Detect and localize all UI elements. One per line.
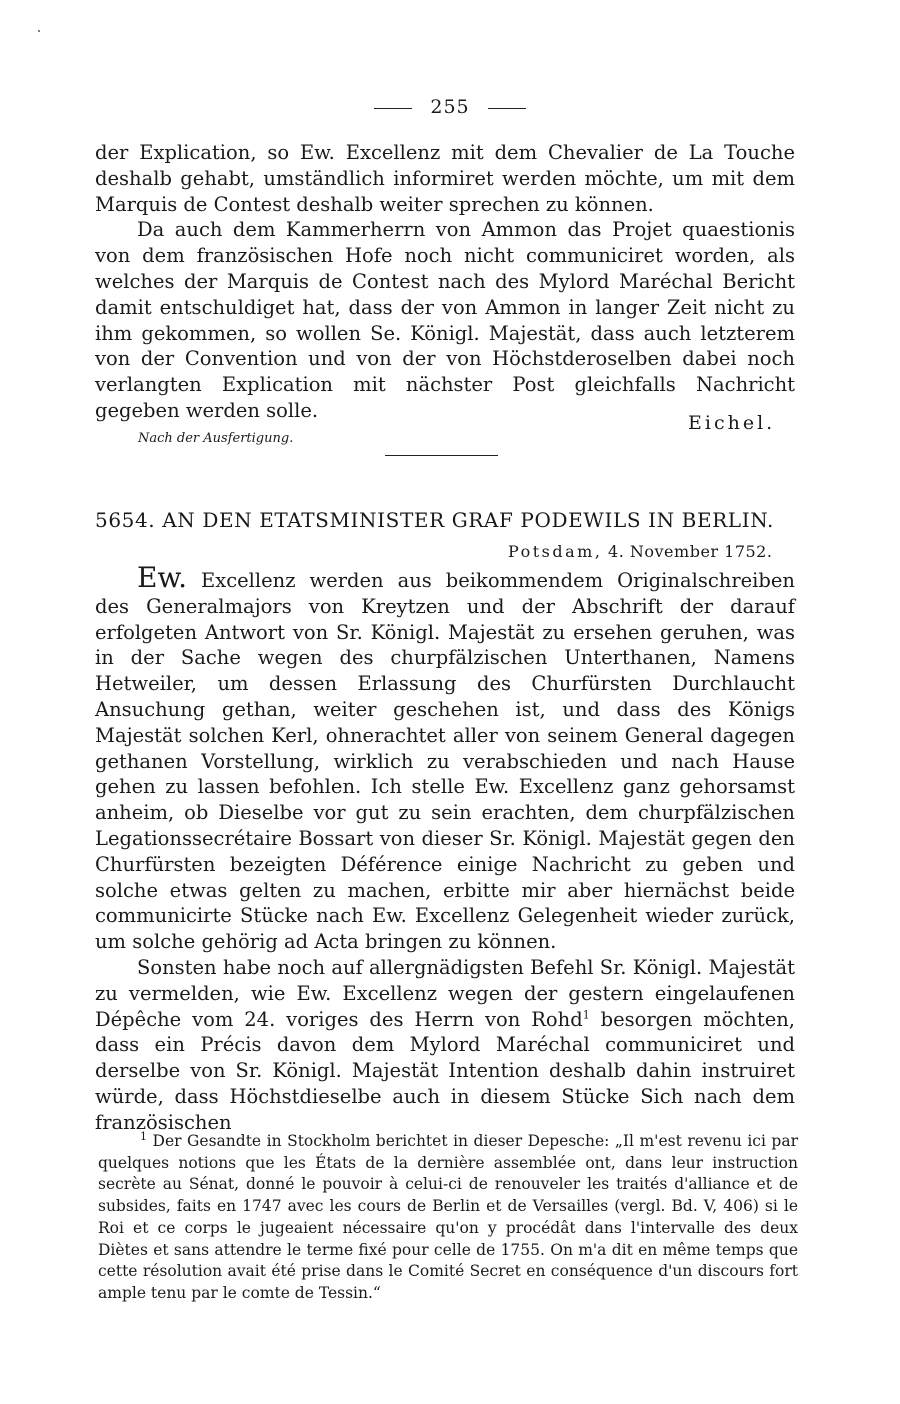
scan-speck: [38, 30, 40, 32]
letter-paragraph-2: [95, 955, 795, 1136]
page-number: 255: [430, 96, 470, 118]
continuation-text: [95, 140, 795, 424]
page-header: [0, 96, 900, 118]
place-date: [508, 542, 772, 561]
header-dash-right: [488, 108, 526, 109]
document-place: Potsdam,: [508, 542, 603, 561]
signature: Eichel.: [688, 412, 776, 434]
footnote-marker: 1: [140, 1129, 147, 1143]
document-title: AN DEN ETATSMINISTER GRAF PODEWILS IN BERLIN.: [162, 508, 774, 532]
letter-paragraph-1: [95, 561, 795, 955]
header-dash-left: [374, 108, 412, 109]
letter-paragraph-1-text: Excellenz werden aus beikommendem Originalschreiben des Generalmajors von Kreytzen und der Abschrift der darauf erfolgeten Antwort von Sr. Königl. Majestät zu ersehen geruhen, was in der Sache wegen des churpfälzischen Unterthanen, Namens Hetweiler, um dessen Erlassung des Churfürsten Durchlaucht Ansuchung gethan, weiter geschehen ist, und dass des Königs Majestät solchen Kerl, ohnerachtet aller von seinem General dagegen gethanen Vorstellung, wirklich zu verabschieden und nach Hause gehen zu lassen befohlen. Ich stelle Ew. Excellenz ganz gehorsamst anheim, ob Dieselbe vor gut zu sein erachten, dem churpfälzischen Legationssecrétaire Bossart von dieser Sr. Königl. Majestät gegen den Churfürsten bezeigten Déférence einige Nachricht zu geben und solche etwas gelten zu machen, erbitte mir aber hiernächst beide communicirte Stücke nach Ew. Excellenz Gelegenheit wieder zurück, um solche gehörig ad Acta bringen zu können.: [95, 569, 795, 954]
letter-paragraph-2-b: besorgen möchten, dass ein Précis davon dem Mylord Maréchal communiciret und derselbe von Sr. Königl. Majestät Intention deshalb dahin instruiret würde, dass Höchstdieselbe auch in diesem Stücke Sich nach dem französischen: [95, 1007, 796, 1134]
footnote-text: [98, 1131, 798, 1305]
continuation-paragraph-1: der Explication, so Ew. Excellenz mit dem Chevalier de La Touche deshalb gehabt, umständlich informiret werden möchte, um mit dem Marquis de Contest deshalb weiter sprechen zu können.: [95, 141, 795, 216]
document-number: 5654.: [95, 508, 156, 532]
document-heading: [95, 508, 795, 532]
footnote-body: Der Gesandte in Stockholm berichtet in dieser Depesche: „Il m'est revenu ici par quelques notions que les États de la dernière assemblée ont, dans leur instruction secrète au Sénat, donné le pouvoir à celui-ci de renouveler les traités d'alliance et de subsides, faits en 1747 avec les cours de Berlin et de Versailles (vergl. Bd. V, 406) si le Roi et ce corps le jugeaient nécessaire qu'on y procédât dans l'intervalle des deux Diètes et sans attendre le terme fixé pour celle de 1755. On m'a dit en même temps que cette résolution avait été prise dans le Comité Secret en conséquence d'un discours fort ample tenu par le comte de Tessin.“: [98, 1132, 798, 1302]
continuation-paragraph-2: Da auch dem Kammerherrn von Ammon das Projet quaestionis von dem französischen Hofe noch nicht communiciret worden, als welches der Marquis de Contest nach des Mylord Maréchal Bericht damit entschuldiget hat, dass der von Ammon in langer Zeit nicht zu ihm gekommen, so wollen Se. Königl. Majestät, dass auch letzterem von der Convention und von der von Höchstderoselben dabei noch verlangten Explication mit nächster Post gleichfalls Nachricht gegeben werden solle.: [95, 218, 795, 422]
letter-body: [95, 561, 796, 1136]
letter-initial: Ew.: [137, 561, 187, 594]
source-note: Nach der Ausfertigung.: [138, 431, 294, 446]
footnote: [98, 1131, 798, 1305]
letter-paragraph-2-a: Sonsten habe noch auf allergnädigsten Befehl Sr. Königl. Majestät zu vermelden, wie Ew. Excellenz wegen der gestern eingelaufenen Dépêche vom 24. voriges des Herrn von Rohd: [95, 955, 795, 1031]
section-divider: [385, 455, 498, 456]
footnote-reference: 1: [582, 1008, 590, 1022]
document-date: 4. November 1752.: [608, 542, 773, 561]
